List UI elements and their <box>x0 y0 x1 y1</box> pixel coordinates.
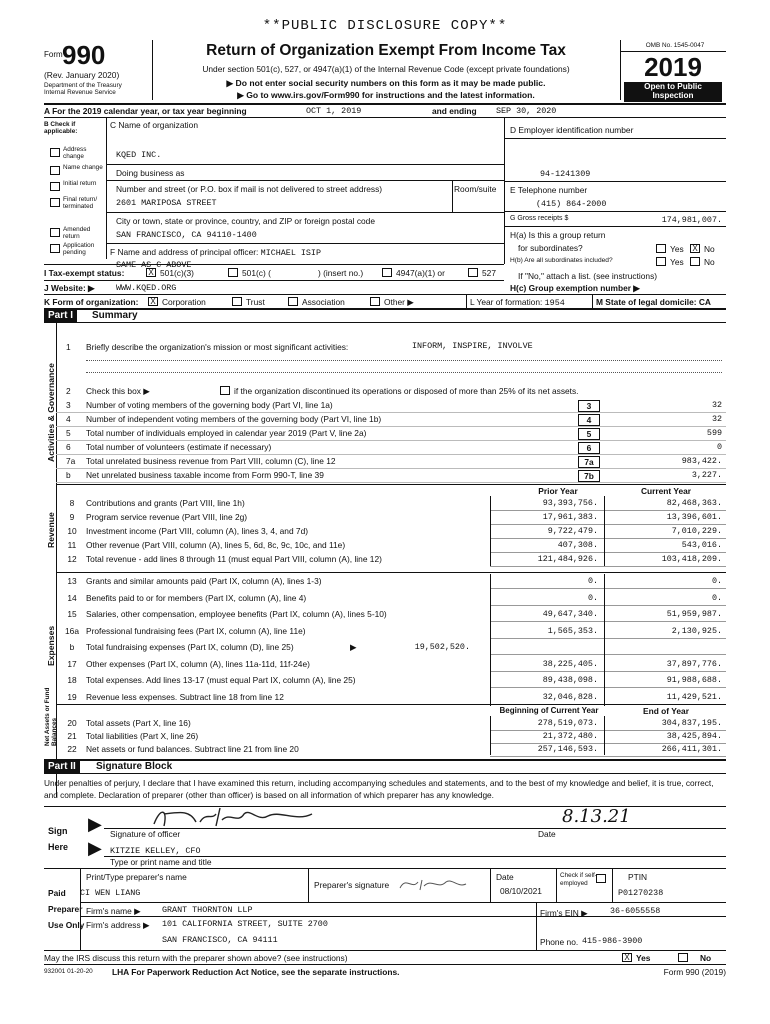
rev-prior-value: 93,393,756. <box>542 498 598 508</box>
org-street: 2601 MARIPOSA STREET <box>116 198 217 208</box>
firm-name-label: Firm's name ▶ <box>86 906 141 916</box>
gross-receipts: 174,981,007. <box>661 215 722 225</box>
firm-address-label: Firm's address ▶ <box>86 920 150 930</box>
self-employed-label: Check if self-employed <box>560 872 597 887</box>
fundraising-expense-arrow: ▶ <box>350 642 357 652</box>
net-prior-value: 278,519,073. <box>537 718 598 728</box>
rev-line-rule <box>490 552 726 553</box>
final-return-checkbox[interactable] <box>50 198 60 207</box>
exp-current-value: 0. <box>711 592 722 603</box>
year-formation: 1954 <box>544 298 565 308</box>
rev-line-number: 9 <box>69 512 75 522</box>
exp-line-rule <box>490 621 726 622</box>
exp-line-label: Benefits paid to or for members (Part IX, column (A), line 4) <box>86 592 307 603</box>
exp-line-rule <box>490 671 726 672</box>
exp-line-number: 18 <box>67 675 77 685</box>
rev-line-rule <box>490 510 726 511</box>
rev-current-value: 13,396,601. <box>666 512 722 522</box>
gov-line-value: 599 <box>706 428 722 438</box>
footer-code: 932001 01-20-20 <box>44 968 93 975</box>
exp-current-value: 2,130,925. <box>671 625 722 636</box>
exp-current-value: 11,429,521. <box>666 691 722 702</box>
use-only-label: Use Only <box>48 920 85 930</box>
here-label: Here <box>48 842 69 852</box>
exp-line-number: b <box>69 642 75 652</box>
corporation-checkbox[interactable]: X <box>148 297 158 306</box>
group-return-label: H(a) Is this a group return <box>510 230 606 240</box>
firm-name: GRANT THORNTON LLP <box>162 905 253 915</box>
line1-label: Briefly describe the organization's mission or most significant activities: <box>86 342 349 352</box>
gov-line-label: Net unrelated business taxable income from Form 990-T, line 39 <box>86 470 324 480</box>
and-ending-label: and ending <box>432 106 477 116</box>
gov-line-number: b <box>66 470 71 480</box>
net-line-number: 22 <box>67 744 77 754</box>
name-change-checkbox[interactable] <box>50 166 60 175</box>
501c3-label: 501(c)(3) <box>160 268 194 278</box>
amended-return-checkbox[interactable] <box>50 228 60 237</box>
exp-line-label: Total expenses. Add lines 13-17 (must equal Part IX, column (A), line 25) <box>86 675 356 685</box>
net-current-value: 38,425,894. <box>666 731 722 741</box>
exp-line-rule <box>490 687 726 688</box>
net-line-rule <box>490 756 726 757</box>
gov-line-box: 5 <box>578 428 600 440</box>
sign-arrow-icon-2: ▶ <box>88 838 102 858</box>
ha-yes-label: Yes <box>670 244 684 254</box>
website-label: J Website: ▶ <box>44 283 95 293</box>
gov-line-box: 3 <box>578 400 600 412</box>
exp-line-rule <box>490 588 726 589</box>
rev-line-label: Total revenue - add lines 8 through 11 (must equal Part VIII, column (A), line 12) <box>86 554 382 564</box>
exp-current-value: 91,988,688. <box>666 675 722 685</box>
net-line-label: Net assets or fund balances. Subtract line 21 from line 20 <box>86 744 299 754</box>
other-label: Other ▶ <box>384 297 414 307</box>
domicile: CA <box>698 297 711 307</box>
org-city: SAN FRANCISCO, CA 94110-1400 <box>116 230 257 240</box>
principal-officer: MICHAEL ISIP <box>260 248 321 258</box>
website[interactable]: WWW.KQED.ORG <box>116 283 177 293</box>
rev-line-number: 10 <box>67 526 77 536</box>
omb-number: OMB No. 1545-0047 <box>645 42 705 49</box>
net-prior-value: 257,146,593. <box>537 744 598 754</box>
trust-label: Trust <box>246 297 265 307</box>
trust-checkbox[interactable] <box>232 297 242 306</box>
hb-no-checkbox[interactable] <box>690 257 700 266</box>
org-name-label: C Name of organization <box>110 120 198 130</box>
exp-prior-value: 32,046,828. <box>542 691 598 702</box>
hb-yes-checkbox[interactable] <box>656 257 666 266</box>
exp-line-label: Professional fundraising fees (Part IX, column (A), line 11e) <box>86 625 306 636</box>
line2-number: 2 <box>66 386 71 396</box>
under-section: Under section 501(c), 527, or 4947(a)(1) of the Internal Revenue Code (except private foundations) <box>202 64 570 74</box>
exp-line-label: Grants and similar amounts paid (Part IX, column (A), lines 1-3) <box>86 576 322 586</box>
501c-checkbox[interactable] <box>228 268 238 277</box>
firm-ein-label: Firm's EIN ▶ <box>540 908 588 918</box>
exp-prior-value: 49,647,340. <box>542 609 598 619</box>
rev-line-rule <box>490 566 726 567</box>
4947-checkbox[interactable] <box>382 268 392 277</box>
rev-line-rule <box>490 524 726 525</box>
rev-line-number: 11 <box>67 540 77 550</box>
sig-date: 8.13.21 <box>562 806 631 827</box>
rev-current-value: 7,010,229. <box>671 526 722 536</box>
discuss-question: May the IRS discuss this return with the preparer shown above? (see instructions) <box>44 953 348 963</box>
telephone-label: E Telephone number <box>510 185 588 195</box>
gov-line-rule <box>56 454 726 455</box>
ha-no-checkbox[interactable]: X <box>690 244 700 253</box>
gov-line-value: 0 <box>716 442 722 452</box>
rev-current-value: 82,468,363. <box>666 498 722 508</box>
discuss-yes-label: Yes <box>636 953 651 963</box>
discuss-no-label: No <box>700 953 712 963</box>
room-suite-label: Room/suite <box>454 184 497 194</box>
line2-label: Check this box ▶ <box>86 386 150 396</box>
group-exemption-label: H(c) Group exemption number ▶ <box>510 283 640 293</box>
exp-line-rule <box>490 605 726 606</box>
boy-header: Beginning of Current Year <box>499 706 599 715</box>
exp-line-label: Revenue less expenses. Subtract line 18 from line 12 <box>86 691 284 702</box>
address-change-checkbox[interactable] <box>50 148 60 157</box>
ptin-label: PTIN <box>628 872 648 882</box>
check-applicable-label: B Check if applicable: <box>44 121 78 135</box>
org-name: KQED INC. <box>116 150 162 160</box>
net-current-value: 266,411,301. <box>661 744 722 754</box>
ptin: P01270238 <box>618 888 664 898</box>
address-change-label: Address change <box>63 146 87 160</box>
form-label: Form <box>44 50 63 59</box>
application-pending-checkbox[interactable] <box>50 244 60 253</box>
form-revision: (Rev. January 2020) <box>44 70 120 80</box>
exp-current-value: 0. <box>711 576 722 586</box>
paid-label: Paid <box>48 888 66 898</box>
final-return-label: Final return/ terminated <box>63 196 98 210</box>
gov-line-box: 4 <box>578 414 600 426</box>
exp-current-value: 51,959,987. <box>666 609 722 619</box>
exp-line-rule <box>490 638 726 639</box>
prep-date: 08/10/2021 <box>500 886 542 896</box>
prep-name-label: Print/Type preparer's name <box>86 872 187 882</box>
rev-line-label: Contributions and grants (Part VIII, line 1h) <box>86 498 245 508</box>
exp-prior-value: 0. <box>587 576 598 586</box>
firm-phone: 415-986-3900 <box>582 936 643 946</box>
sign-label: Sign <box>48 826 68 836</box>
prep-date-label: Date <box>496 872 514 882</box>
501c3-checkbox[interactable]: X <box>146 268 156 277</box>
tax-year: 2019 <box>644 52 702 82</box>
footer-form: Form 990 (2019) <box>663 967 726 977</box>
street-label: Number and street (or P.O. box if mail is not delivered to street address) <box>116 184 383 194</box>
ha-no-label: No <box>704 244 715 254</box>
gov-line-label: Number of independent voting members of the governing body (Part VI, line 1b) <box>86 414 382 424</box>
telephone: (415) 864-2000 <box>536 199 607 209</box>
net-col-sep <box>490 716 491 755</box>
hb-no-label: No <box>704 257 715 267</box>
exp-prior-value: 38,225,405. <box>542 658 598 669</box>
gross-receipts-label: G Gross receipts $ <box>510 215 569 222</box>
net-line-number: 20 <box>67 718 77 728</box>
domicile-label: M State of legal domicile: CA <box>596 297 711 307</box>
rev-line-number: 12 <box>67 554 77 564</box>
side-label-net-assets: Net Assets or Fund Balances <box>44 687 58 746</box>
gov-line-rule <box>56 468 726 469</box>
association-label: Association <box>302 297 345 307</box>
type-name-label: Type or print name and title <box>110 857 212 867</box>
exp-current-value: 37,897,776. <box>666 658 722 669</box>
rev-prior-value: 121,484,926. <box>537 554 598 564</box>
hb-label: H(b) Are all subordinates included? <box>510 257 613 264</box>
principal-officer-label: F Name and address of principal officer: MICHAEL ISIP <box>110 247 321 258</box>
net-line-number: 21 <box>67 731 77 741</box>
discontinued-checkbox[interactable] <box>220 386 230 395</box>
net-line-label: Total liabilities (Part X, line 26) <box>86 731 199 741</box>
mission-text: INFORM, INSPIRE, INVOLVE <box>412 341 533 351</box>
phone-no-label: Phone no. <box>540 937 579 947</box>
year-formation-label: L Year of formation: 1954 <box>470 297 565 308</box>
footer-lha: LHA For Paperwork Reduction Act Notice, see the separate instructions. <box>112 967 400 977</box>
officer-signature <box>150 804 320 830</box>
dept-treasury: Department of the Treasury <box>44 82 122 89</box>
rev-col-sep <box>490 496 491 566</box>
exp-col-sep <box>604 574 605 706</box>
exp-col-sep <box>490 574 491 706</box>
gov-line-rule <box>56 482 726 483</box>
open-to-public: Open to Public <box>644 82 702 91</box>
sig-date-label: Date <box>538 829 556 839</box>
gov-line-label: Total number of volunteers (estimate if necessary) <box>86 442 272 452</box>
firm-ein: 36-6055558 <box>610 906 661 916</box>
hb-yes-label: Yes <box>670 257 684 267</box>
no-ssn-notice: ▶ Do not enter social security numbers on this form as it may be made public. <box>226 78 546 88</box>
line-a-label: A For the 2019 calendar year, or tax year beginning <box>44 106 247 116</box>
dba-label: Doing business as <box>116 168 185 178</box>
eoy-header: End of Year <box>643 706 689 716</box>
gov-line-box: 6 <box>578 442 600 454</box>
hb-note: If "No," attach a list. (see instructions) <box>518 271 658 281</box>
exp-line-number: 13 <box>67 576 77 586</box>
527-checkbox[interactable] <box>468 268 478 277</box>
form-title: Return of Organization Exempt From Income Tax <box>206 42 566 59</box>
exp-line-label: Salaries, other compensation, employee benefits (Part IX, column (A), lines 5-10) <box>86 609 387 619</box>
discuss-no-checkbox[interactable] <box>678 953 688 962</box>
fundraising-expense-value: 19,502,520. <box>414 642 470 652</box>
net-prior-value: 21,372,480. <box>542 731 598 741</box>
initial-return-label: Initial return <box>63 180 97 187</box>
association-checkbox[interactable] <box>288 297 298 306</box>
gov-line-number: 4 <box>66 414 71 424</box>
4947-label: 4947(a)(1) or <box>396 268 445 278</box>
rev-line-label: Other revenue (Part VIII, column (A), lines 5, 6d, 8c, 9c, 10c, and 11e) <box>86 540 346 550</box>
sig-officer-label: Signature of officer <box>110 829 181 839</box>
gov-line-number: 6 <box>66 442 71 452</box>
other-checkbox[interactable] <box>370 297 380 306</box>
goto-notice: ▶ Go to www.irs.gov/Form990 for instructions and the latest information. <box>237 90 535 100</box>
tax-exempt-label: I Tax-exempt status: <box>44 268 125 278</box>
tax-year-begin: OCT 1, 2019 <box>306 106 362 116</box>
initial-return-checkbox[interactable] <box>50 182 60 191</box>
rev-current-value: 543,016. <box>681 540 722 550</box>
rev-col-sep <box>604 496 605 566</box>
insert-no-label: ) (insert no.) <box>318 268 364 278</box>
line2-desc: if the organization discontinued its operations or disposed of more than 25% of its net assets. <box>234 386 579 396</box>
gov-line-label: Number of voting members of the governing body (Part VI, line 1a) <box>86 400 333 410</box>
public-disclosure-banner: **PUBLIC DISCLOSURE COPY** <box>262 18 508 34</box>
part1-title: Summary <box>92 310 138 321</box>
part2-label: Part II <box>44 760 80 773</box>
gov-line-rule <box>56 412 726 413</box>
prep-sig-label: Preparer's signature <box>314 880 390 890</box>
gov-line-label: Total unrelated business revenue from Part VIII, column (C), line 12 <box>86 456 336 466</box>
net-current-value: 304,837,195. <box>661 718 722 728</box>
ein: 94-1241309 <box>540 169 591 179</box>
preparer-signature <box>398 874 468 894</box>
gov-line-rule <box>56 426 726 427</box>
sign-arrow-icon: ▶ <box>88 814 102 834</box>
prior-year-header: Prior Year <box>538 486 578 496</box>
527-label: 527 <box>482 268 496 278</box>
prep-name: CI WEN LIANG <box>80 888 141 898</box>
exp-line-number: 14 <box>67 592 77 603</box>
amended-return-label: Amended return <box>63 226 91 240</box>
inspection: Inspection <box>652 91 694 100</box>
firm-address: 101 CALIFORNIA STREET, SUITE 2700 <box>162 919 328 929</box>
gov-line-number: 7a <box>66 456 76 466</box>
line1-number: 1 <box>66 342 71 352</box>
gov-line-value: 3,227. <box>691 470 722 480</box>
rev-line-number: 8 <box>69 498 75 508</box>
form-of-org-label: K Form of organization: <box>44 297 139 307</box>
rev-prior-value: 17,961,383. <box>542 512 598 522</box>
rev-prior-value: 9,722,479. <box>547 526 598 536</box>
part1-label: Part I <box>44 309 77 322</box>
for-subordinates-label: for subordinates? <box>518 243 583 253</box>
rev-line-rule <box>490 538 726 539</box>
side-label-revenue: Revenue <box>46 512 56 548</box>
exp-line-label: Total fundraising expenses (Part IX, column (D), line 25) <box>86 642 294 652</box>
application-pending-label: Application pending <box>63 242 95 256</box>
name-change-label: Name change <box>63 164 103 171</box>
side-label-expenses: Expenses <box>46 625 56 666</box>
gov-line-value: 32 <box>711 400 722 410</box>
501c-label: 501(c) ( <box>242 268 271 278</box>
net-col-sep <box>604 716 605 755</box>
tax-year-end: SEP 30, 2020 <box>496 106 557 116</box>
ein-label: D Employer identification number <box>510 125 634 135</box>
exp-line-number: 16a <box>65 625 79 636</box>
discuss-yes-checkbox[interactable]: X <box>622 953 632 962</box>
gov-line-value: 32 <box>711 414 722 424</box>
section-divider <box>56 484 726 485</box>
side-label-governance: Activities & Governance <box>46 363 56 462</box>
ha-yes-checkbox[interactable] <box>656 244 666 253</box>
exp-line-label: Other expenses (Part IX, column (A), lines 11a-11d, 11f-24e) <box>86 658 310 669</box>
exp-prior-value: 1,565,353. <box>547 625 598 636</box>
gov-line-value: 983,422. <box>681 456 722 466</box>
officer-name-title: KITZIE KELLEY, CFO <box>110 846 201 856</box>
preparer-label: Preparer <box>48 904 83 914</box>
rev-current-value: 103,418,209. <box>661 554 722 564</box>
gov-line-number: 3 <box>66 400 71 410</box>
gov-line-number: 5 <box>66 428 71 438</box>
irs-label: Internal Revenue Service <box>44 89 116 96</box>
rev-line-label: Investment income (Part VIII, column (A), lines 3, 4, and 7d) <box>86 526 309 536</box>
perjury-statement: Under penalties of perjury, I declare that I have examined this return, including accompanying schedules and statements, and to the best of my knowledge and belief, it is true, correct, and complete. Declaration of preparer (other than officer) is based on all information of which preparer has any knowledge. <box>44 778 714 800</box>
corporation-label: Corporation <box>162 297 206 307</box>
rev-line-label: Program service revenue (Part VIII, line 2g) <box>86 512 248 522</box>
exp-line-number: 15 <box>67 609 77 619</box>
exp-prior-value: 0. <box>587 592 598 603</box>
gov-line-label: Total number of individuals employed in calendar year 2019 (Part V, line 2a) <box>86 428 367 438</box>
section-divider <box>56 572 726 573</box>
firm-city: SAN FRANCISCO, CA 94111 <box>162 935 278 945</box>
officer-address: SAME AS C ABOVE <box>116 260 192 270</box>
form-number: 990 <box>62 40 106 70</box>
gov-line-box: 7a <box>578 456 600 468</box>
current-year-header: Current Year <box>640 486 692 496</box>
part2-title: Signature Block <box>96 761 173 772</box>
gov-line-box: 7b <box>578 470 600 482</box>
gov-line-rule <box>56 440 726 441</box>
exp-prior-value: 89,438,098. <box>542 675 598 685</box>
exp-line-number: 17 <box>67 658 77 669</box>
exp-line-number: 19 <box>67 691 77 702</box>
exp-line-rule <box>490 654 726 655</box>
section-divider <box>56 704 726 705</box>
self-employed-checkbox[interactable] <box>596 874 606 883</box>
city-label: City or town, state or province, country, and ZIP or foreign postal code <box>116 216 375 226</box>
net-line-label: Total assets (Part X, line 16) <box>86 718 191 728</box>
rev-prior-value: 407,308. <box>557 540 598 550</box>
